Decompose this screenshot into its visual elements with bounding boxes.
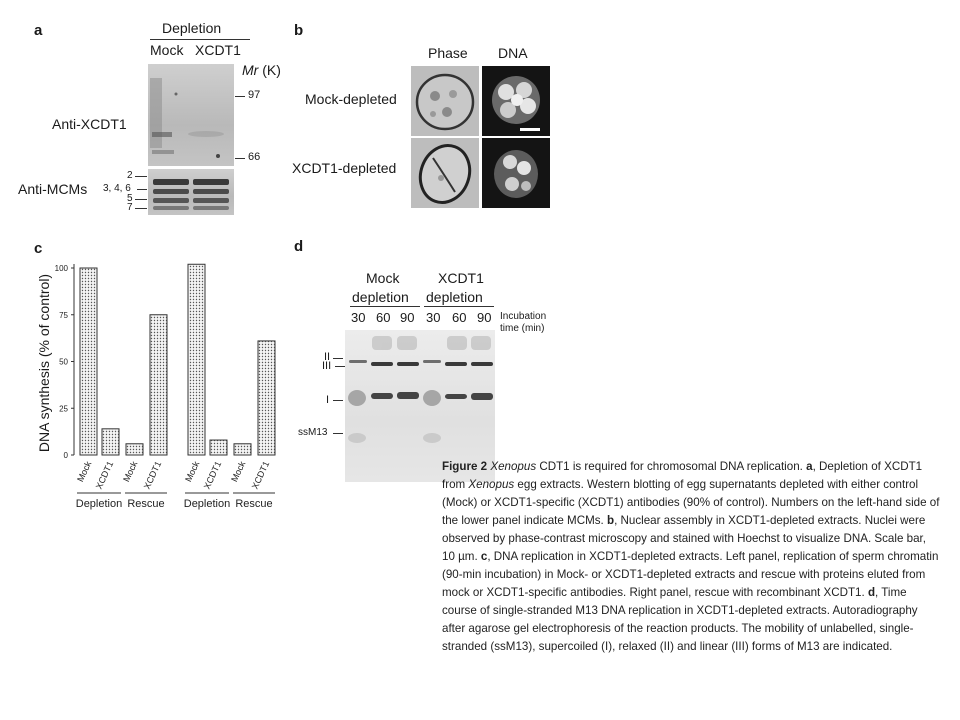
- caption-figure-label: Figure 2: [442, 460, 488, 473]
- bar-label: Mock: [183, 459, 202, 484]
- marker-97: 97: [248, 89, 261, 101]
- group-label-depletion: Depletion: [183, 498, 231, 510]
- mcm-5-tick: [135, 199, 147, 200]
- marker-97-tick: [235, 96, 245, 97]
- mcm-7-label: 7: [127, 202, 133, 213]
- time-60-mock: 60: [376, 310, 391, 325]
- group-xcdt1-label: XCDT1: [438, 270, 484, 286]
- bar-label: XCDT1: [249, 459, 272, 491]
- bar-label: XCDT1: [201, 459, 224, 491]
- time-30-xcdt1: 30: [426, 310, 441, 325]
- form-ii-label: II: [324, 351, 331, 363]
- bar-2-2: [210, 440, 227, 455]
- figure-caption: Figure 2 Xenopus CDT1 is required for chromosomal DNA replication. a, Depletion of XCDT1 from Xenopus egg extracts. Western blotting of egg supernatants depleted with either control (Mock) or XCDT1-specific (XCDT1) antibodies (90% of control). Numbers on the left-hand side of the lower panel indicate MCMs. b, Nuclear assembly in XCDT1-depleted extracts. Nuclei were observed by phase-contrast microscopy and stained with Hoechst to visualize DNA. Scale bar, 10 µm. c, DNA replication in XCDT1-depleted extracts. Left panel, replication of sperm chromatin (90-min incubation) in Mock- or XCDT1-depleted extracts and rescue with proteins eluted from mock or XCDT1-specific antibodies. Right panel, rescue with recombinant XCDT1. d, Time course of single-stranded M13 DNA replication in XCDT1-depleted extracts. Autoradiography after agarose gel electrophoresis of the reaction products. The mobility of unlabelled, single-stranded (ssM13), supercoiled (I), relaxed (II) and linear (III) forms of M13 are indicated.: [442, 460, 940, 653]
- anti-mcms-blot: [148, 169, 234, 215]
- group-mock-label: Mock: [366, 270, 400, 286]
- row-mock: Mock-depleted: [305, 91, 397, 107]
- marker-66-tick: [235, 158, 245, 159]
- bar-1-1: [80, 268, 97, 455]
- panel-d-letter: d: [294, 238, 304, 255]
- bar-label: Mock: [75, 459, 94, 484]
- panel-c-letter: c: [34, 240, 43, 257]
- bar-label: Mock: [229, 459, 248, 484]
- bar-1-4: [150, 315, 167, 455]
- col-dna: DNA: [498, 45, 528, 61]
- scale-bar: [520, 128, 540, 131]
- group-mock-line: [350, 306, 420, 307]
- anti-xcdt1-blot: [148, 64, 234, 166]
- anti-xcdt1-label: Anti-XCDT1: [52, 116, 127, 132]
- depletion-line: [150, 39, 250, 40]
- group-mock-label-2: depletion: [352, 289, 409, 305]
- time-90-xcdt1: 90: [477, 310, 492, 325]
- caption-genus: Xenopus: [490, 460, 537, 473]
- form-i-label: I: [326, 394, 330, 406]
- bar-2-1: [188, 264, 205, 455]
- y-tick-label: 0: [63, 451, 68, 460]
- group-label-rescue: Rescue: [235, 498, 273, 510]
- time-30-mock: 30: [351, 310, 366, 325]
- form-ii-tick: [333, 358, 343, 359]
- row-xcdt1: XCDT1-depleted: [292, 160, 397, 176]
- mcm-2-label: 2: [127, 170, 133, 181]
- y-axis-label: DNA synthesis (% of control): [36, 273, 52, 453]
- y-tick-label: 25: [59, 404, 68, 414]
- bar-label: XCDT1: [141, 459, 164, 491]
- marker-66: 66: [248, 151, 261, 163]
- anti-mcms-label: Anti-MCMs: [18, 181, 88, 197]
- phase-xcdt1-image: [411, 138, 479, 208]
- y-tick-label: 50: [59, 357, 68, 367]
- time-90-mock: 90: [400, 310, 415, 325]
- lane-mock: Mock: [150, 42, 184, 58]
- dna-mock-image: [482, 66, 550, 136]
- form-ssm13-tick: [333, 433, 343, 434]
- mcm-2-tick: [135, 176, 147, 177]
- bar-1-2: [102, 429, 119, 455]
- bar-label: Mock: [121, 459, 140, 484]
- incubation-label: Incubation: [500, 311, 547, 322]
- phase-mock-image: [411, 66, 479, 136]
- y-tick-label: 75: [59, 310, 68, 320]
- y-tick-label: 100: [54, 264, 68, 273]
- mcm-7-tick: [135, 208, 147, 209]
- panel-a-letter: a: [34, 22, 43, 39]
- group-label-depletion: Depletion: [75, 498, 123, 510]
- dna-synthesis-chart: [0, 250, 300, 520]
- mcm-346-tick: [137, 189, 147, 190]
- panel-b-letter: b: [294, 22, 304, 39]
- time-60-xcdt1: 60: [452, 310, 467, 325]
- bar-1-3: [126, 444, 143, 455]
- lane-xcdt1: XCDT1: [195, 42, 241, 58]
- group-xcdt1-line: [424, 306, 494, 307]
- depletion-header: Depletion: [162, 20, 222, 36]
- mcm-346-label: 3, 4, 6: [103, 183, 131, 194]
- form-iii-tick: [335, 366, 345, 367]
- mr-label: Mr (K): [242, 62, 281, 78]
- bar-2-3: [234, 444, 251, 455]
- time-min-label: time (min): [500, 323, 545, 334]
- form-ssm13-label: ssM13: [298, 427, 328, 438]
- form-i-tick: [333, 400, 343, 401]
- group-label-rescue: Rescue: [127, 498, 165, 510]
- group-xcdt1-label-2: depletion: [426, 289, 483, 305]
- form-iii-label: III: [322, 360, 332, 372]
- dna-xcdt1-image: [482, 138, 550, 208]
- col-phase: Phase: [428, 45, 468, 61]
- bar-label: XCDT1: [93, 459, 116, 491]
- mcm-5-label: 5: [127, 193, 133, 204]
- bar-2-4: [258, 341, 275, 455]
